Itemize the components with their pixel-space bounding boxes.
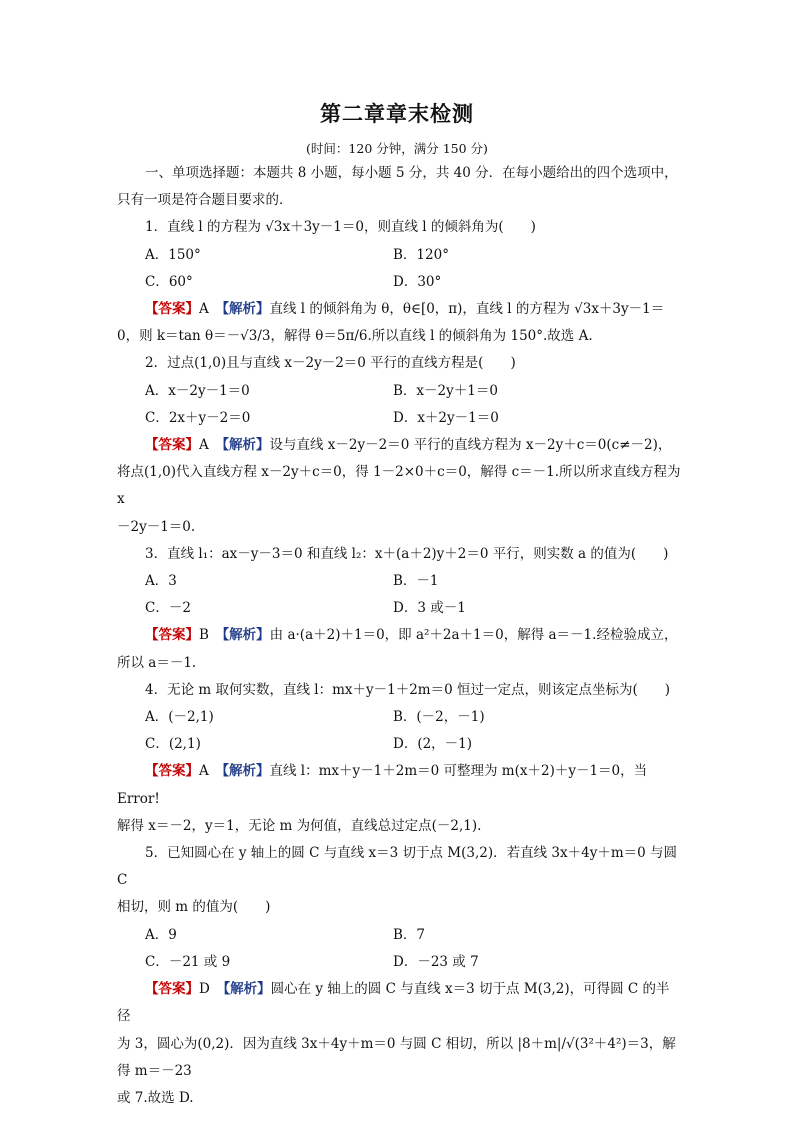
analysis-text: 设与直线 x－2y－2＝0 平行的直线方程为 x－2y＋c＝0(c≠－2)， (269, 437, 672, 454)
question-5-stem-cont: 相切，则 m 的值为( ) (117, 899, 271, 916)
question-3-analysis-cont: 所以 a＝－1. (117, 654, 197, 671)
page-title: 第二章章末检测 (320, 102, 474, 126)
question-2-analysis-cont: 将点(1,0)代入直线方程 x－2y＋c＝0，得 1－2×0＋c＝0，解得 c＝－1.所以所求直线方程为 x (117, 464, 681, 508)
answer-value: A (199, 301, 209, 318)
analysis-text: 由 a·(a＋2)＋1＝0，即 a²＋2a＋1＝0，解得 a＝－1.经检验成立， (269, 627, 678, 644)
question-3-options-row1 (117, 568, 682, 595)
question-3-stem: 3．直线 l₁：ax－y－3＝0 和直线 l₂：x＋(a＋2)y＋2＝0 平行，则实数 a 的值为( ) (145, 545, 669, 562)
section-heading-line2: 只有一项是符合题目要求的． (117, 192, 293, 209)
analysis-tag: 【解析】 (222, 763, 270, 780)
question-5-options-row2 (117, 949, 682, 976)
page-subtitle: (时间：120 分钟，满分 150 分) (306, 141, 488, 156)
question-2-option-b: B．x－2y＋1＝0 (393, 382, 498, 399)
analysis-text: 直线 l 的倾斜角为 θ，θ∈[0，π)，直线 l 的方程为 √3x＋3y－1＝ (269, 301, 665, 318)
question-5-option-b: B．7 (393, 926, 426, 943)
question-1-stem: 1．直线 l 的方程为 √3x＋3y－1＝0，则直线 l 的倾斜角为( ) (145, 219, 536, 236)
question-4-analysis (117, 758, 682, 812)
analysis-text: 直线 l：mx＋y－1＋2m＝0 可整理为 m(x＋2)＋y－1＝0，当 Error! (117, 763, 648, 807)
question-2-analysis (117, 432, 682, 459)
question-4-options-row2 (117, 731, 682, 758)
answer-value: A (199, 437, 209, 454)
answer-tag: 【答案】 (145, 301, 199, 318)
question-4-options-row1 (117, 704, 682, 731)
content (117, 160, 682, 1112)
analysis-tag: 【解析】 (222, 437, 270, 454)
question-5-option-c: C．－21 或 9 (145, 953, 231, 970)
answer-value: B (199, 627, 209, 644)
answer-value: A (199, 763, 209, 780)
question-3-analysis (117, 622, 682, 649)
question-1-analysis (117, 296, 682, 323)
answer-tag: 【答案】 (145, 437, 199, 454)
question-2-option-a: A．x－2y－1＝0 (145, 382, 250, 399)
question-5-analysis-cont2: 或 7.故选 D. (117, 1089, 194, 1106)
answer-tag: 【答案】 (145, 627, 199, 644)
question-1-option-d: D．30° (393, 273, 442, 290)
question-2-option-c: C．2x＋y－2＝0 (145, 409, 251, 426)
analysis-tag: 【解析】 (222, 627, 270, 644)
section-heading-line1: 一、单项选择题：本题共 8 小题，每小题 5 分，共 40 分．在每小题给出的四个选项中， (145, 165, 678, 181)
question-3-option-c: C．－2 (145, 600, 191, 617)
question-2-analysis-cont2: －2y－1＝0. (117, 518, 196, 535)
question-5-analysis-cont: 为 3，圆心为(0,2)．因为直线 3x＋4y＋m＝0 与圆 C 相切，所以 |8＋m|/√(3²＋4²)＝3，解得 m＝－23 (117, 1035, 676, 1079)
analysis-tag: 【解析】 (223, 981, 271, 998)
question-3-options-row2 (117, 595, 682, 622)
answer-tag: 【答案】 (145, 763, 199, 780)
question-5-stem: 5．已知圆心在 y 轴上的圆 C 与直线 x＝3 切于点 M(3,2)．若直线 3x＋4y＋m＝0 与圆 C (117, 845, 678, 889)
question-2-options-row1 (117, 378, 682, 405)
question-5-option-a: A．9 (145, 926, 177, 943)
question-4-option-a: A．(－2,1) (145, 709, 214, 726)
question-3-option-d: D．3 或－1 (393, 600, 466, 617)
question-5-option-d: D．－23 或 7 (393, 953, 479, 970)
question-1-options-row1 (117, 242, 682, 269)
answer-tag: 【答案】 (145, 981, 199, 998)
analysis-tag: 【解析】 (222, 301, 270, 318)
question-1-option-b: B．120° (393, 246, 449, 263)
question-1-analysis-cont: 0，则 k＝tan θ＝－√3/3，解得 θ＝5π/6.所以直线 l 的倾斜角为 150°.故选 A. (117, 328, 593, 345)
question-3-option-a: A．3 (145, 573, 177, 590)
question-4-option-d: D．(2，－1) (393, 736, 473, 753)
question-1-options-row2 (117, 269, 682, 296)
question-5-analysis (117, 976, 682, 1030)
question-4-option-b: B．(－2，－1) (393, 709, 485, 726)
answer-value: D (199, 981, 210, 998)
question-2-stem: 2．过点(1,0)且与直线 x－2y－2＝0 平行的直线方程是( ) (145, 355, 516, 372)
question-2-option-d: D．x＋2y－1＝0 (393, 409, 499, 426)
question-4-stem: 4．无论 m 取何实数，直线 l：mx＋y－1＋2m＝0 恒过一定点，则该定点坐标为( ) (145, 681, 671, 698)
question-1-option-c: C．60° (145, 273, 193, 290)
question-3-option-b: B．－1 (393, 573, 439, 590)
question-4-analysis-cont: 解得 x＝－2，y＝1，无论 m 为何值，直线总过定点(－2,1). (117, 817, 482, 834)
question-2-options-row2 (117, 405, 682, 432)
question-4-option-c: C．(2,1) (145, 736, 201, 753)
question-5-options-row1 (117, 922, 682, 949)
question-1-option-a: A．150° (145, 246, 201, 263)
analysis-text: 圆心在 y 轴上的圆 C 与直线 x＝3 切于点 M(3,2)，可得圆 C 的半径 (117, 981, 670, 1025)
